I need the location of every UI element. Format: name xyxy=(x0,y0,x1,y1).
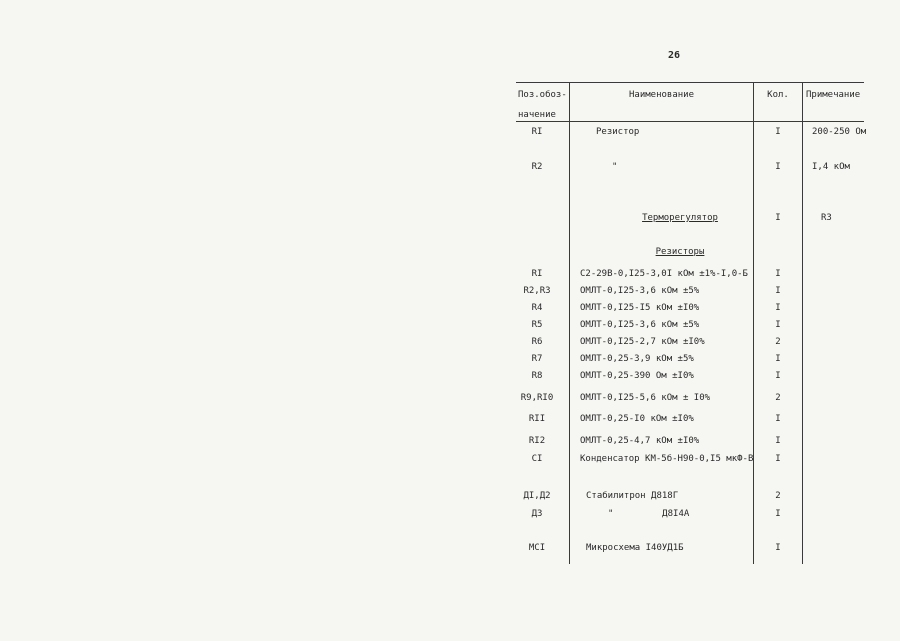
row-1-qty: I xyxy=(775,162,781,172)
specification-table xyxy=(516,82,867,564)
row-6-pos: R4 xyxy=(531,303,543,313)
row-17-name: Микросхема I40УД1Б xyxy=(586,543,684,553)
row-13-qty: I xyxy=(775,436,781,446)
row-8-pos: R6 xyxy=(531,337,543,347)
row-7-name: ОМЛТ-0,I25-3,6 кОм ±5% xyxy=(580,320,700,330)
row-12-qty: I xyxy=(775,414,781,424)
row-1-name: " xyxy=(612,162,618,172)
row-11-qty: 2 xyxy=(775,393,781,403)
row-15-qty: 2 xyxy=(775,491,781,501)
row-5-name: ОМЛТ-0,I25-3,6 кОм ±5% xyxy=(580,286,700,296)
row-4-qty: I xyxy=(775,269,781,279)
row-2-name: Терморегулятор xyxy=(642,213,718,223)
row-16-pos: Д3 xyxy=(531,509,543,519)
header-qty: Кол. xyxy=(767,90,789,100)
row-0-name: Резистор xyxy=(596,127,640,137)
row-10-qty: I xyxy=(775,371,781,381)
row-8-name: ОМЛТ-0,I25-2,7 кОм ±I0% xyxy=(580,337,705,347)
row-0-note: 200-250 Ом xyxy=(812,127,867,137)
row-9-name: ОМЛТ-0,25-3,9 кОм ±5% xyxy=(580,354,694,364)
row-17-pos: МСI xyxy=(528,543,546,553)
header-pos-line2: начение xyxy=(518,110,556,120)
row-12-name: ОМЛТ-0,25-I0 кОм ±I0% xyxy=(580,414,694,424)
row-10-pos: R8 xyxy=(531,371,543,381)
row-15-pos: ДI,Д2 xyxy=(523,491,551,501)
row-16-qty: I xyxy=(775,509,781,519)
row-14-name: Конденсатор КМ-5б-Н90-0,I5 мкФ-В xyxy=(580,454,754,464)
header-note: Примечание xyxy=(806,90,861,100)
row-4-name: C2-29B-0,I25-3,0I кОм ±1%-I,0-Б xyxy=(580,269,748,279)
row-6-qty: I xyxy=(775,303,781,313)
row-5-qty: I xyxy=(775,286,781,296)
row-13-name: ОМЛТ-0,25-4,7 кОм ±I0% xyxy=(580,436,700,446)
row-0-qty: I xyxy=(775,127,781,137)
row-2-qty: I xyxy=(775,213,781,223)
row-4-pos: RI xyxy=(531,269,543,279)
row-8-qty: 2 xyxy=(775,337,781,347)
row-7-qty: I xyxy=(775,320,781,330)
row-16-name: " Д8I4А xyxy=(608,509,690,519)
row-12-pos: RII xyxy=(528,414,546,424)
page-number: 26 xyxy=(668,50,681,61)
row-13-pos: RI2 xyxy=(528,436,546,446)
row-11-name: ОМЛТ-0,I25-5,6 кОм ± I0% xyxy=(580,393,711,403)
row-1-pos: R2 xyxy=(531,162,543,172)
row-11-pos: R9,RI0 xyxy=(520,393,554,403)
row-7-pos: R5 xyxy=(531,320,543,330)
row-1-note: I,4 кОм xyxy=(812,162,850,172)
column-divider-1 xyxy=(569,82,570,564)
row-10-name: ОМЛТ-0,25-390 Ом ±I0% xyxy=(580,371,694,381)
header-pos xyxy=(518,90,568,121)
row-9-pos: R7 xyxy=(531,354,543,364)
row-9-qty: I xyxy=(775,354,781,364)
row-17-qty: I xyxy=(775,543,781,553)
row-0-pos: RI xyxy=(531,127,543,137)
row-2-note: R3 xyxy=(821,213,832,223)
header-name: Наименование xyxy=(628,90,695,100)
row-6-name: ОМЛТ-0,I25-I5 кОм ±I0% xyxy=(580,303,700,313)
header-pos-line1: Поз.обоз- xyxy=(518,90,567,100)
row-3-name: Резисторы xyxy=(655,247,705,257)
row-14-qty: I xyxy=(775,454,781,464)
column-divider-3 xyxy=(802,82,803,564)
row-5-pos: R2,R3 xyxy=(523,286,551,296)
row-15-name: Стабилитрон Д818Г xyxy=(586,491,679,501)
row-14-pos: CI xyxy=(531,454,543,464)
